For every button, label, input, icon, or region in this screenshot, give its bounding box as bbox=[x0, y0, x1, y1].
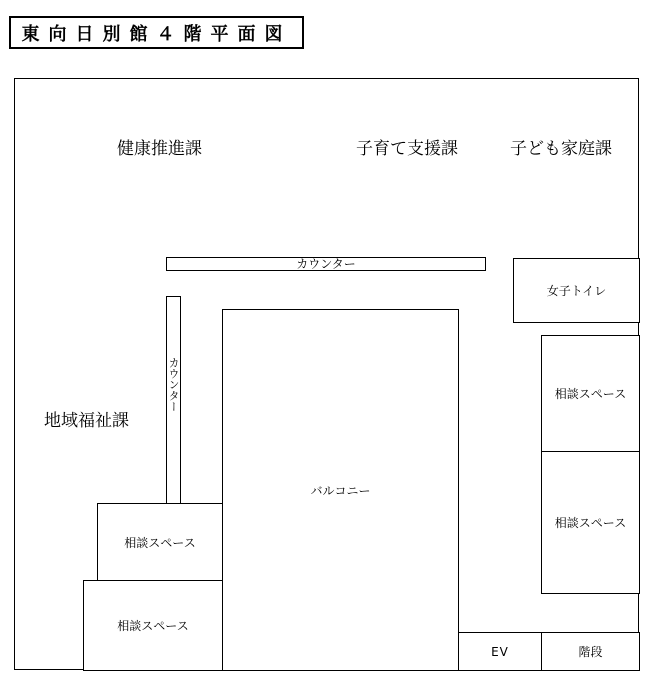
dept-label-chiiki: 地域福祉課 bbox=[44, 411, 129, 431]
counter-vertical bbox=[166, 296, 181, 504]
counter-horizontal bbox=[166, 257, 486, 271]
dept-label-kosodate: 子育て支援課 bbox=[356, 139, 458, 159]
womens-restroom-label: 女子トイレ bbox=[546, 284, 607, 298]
womens-restroom bbox=[513, 258, 640, 323]
consultation-space-right-bottom-label: 相談スペース bbox=[554, 516, 627, 530]
balcony-label: バルコニー bbox=[310, 483, 371, 498]
dept-label-kodomo: 子ども家庭課 bbox=[510, 139, 612, 159]
stairs bbox=[541, 632, 640, 671]
consultation-space-right-top-label: 相談スペース bbox=[554, 387, 627, 401]
floor-plan-title-text: 東向日別館４階平面図 bbox=[21, 23, 292, 45]
consultation-space-left-upper bbox=[97, 503, 223, 581]
stairs-label: 階段 bbox=[578, 645, 603, 659]
consultation-space-left-lower-label: 相談スペース bbox=[117, 619, 189, 633]
balcony bbox=[222, 309, 459, 671]
floor-plan-title bbox=[9, 16, 304, 49]
counter-horizontal-label: カウンター bbox=[296, 257, 356, 271]
consultation-space-left-upper-label: 相談スペース bbox=[124, 535, 196, 550]
consultation-space-right-bottom bbox=[541, 451, 640, 594]
dept-label-kenko: 健康推進課 bbox=[117, 139, 202, 159]
counter-vertical-label: カウンター bbox=[167, 357, 180, 412]
consultation-space-right-top bbox=[541, 335, 640, 452]
elevator-label: EV bbox=[491, 644, 509, 659]
consultation-space-left-lower bbox=[83, 580, 223, 671]
elevator bbox=[458, 632, 542, 671]
